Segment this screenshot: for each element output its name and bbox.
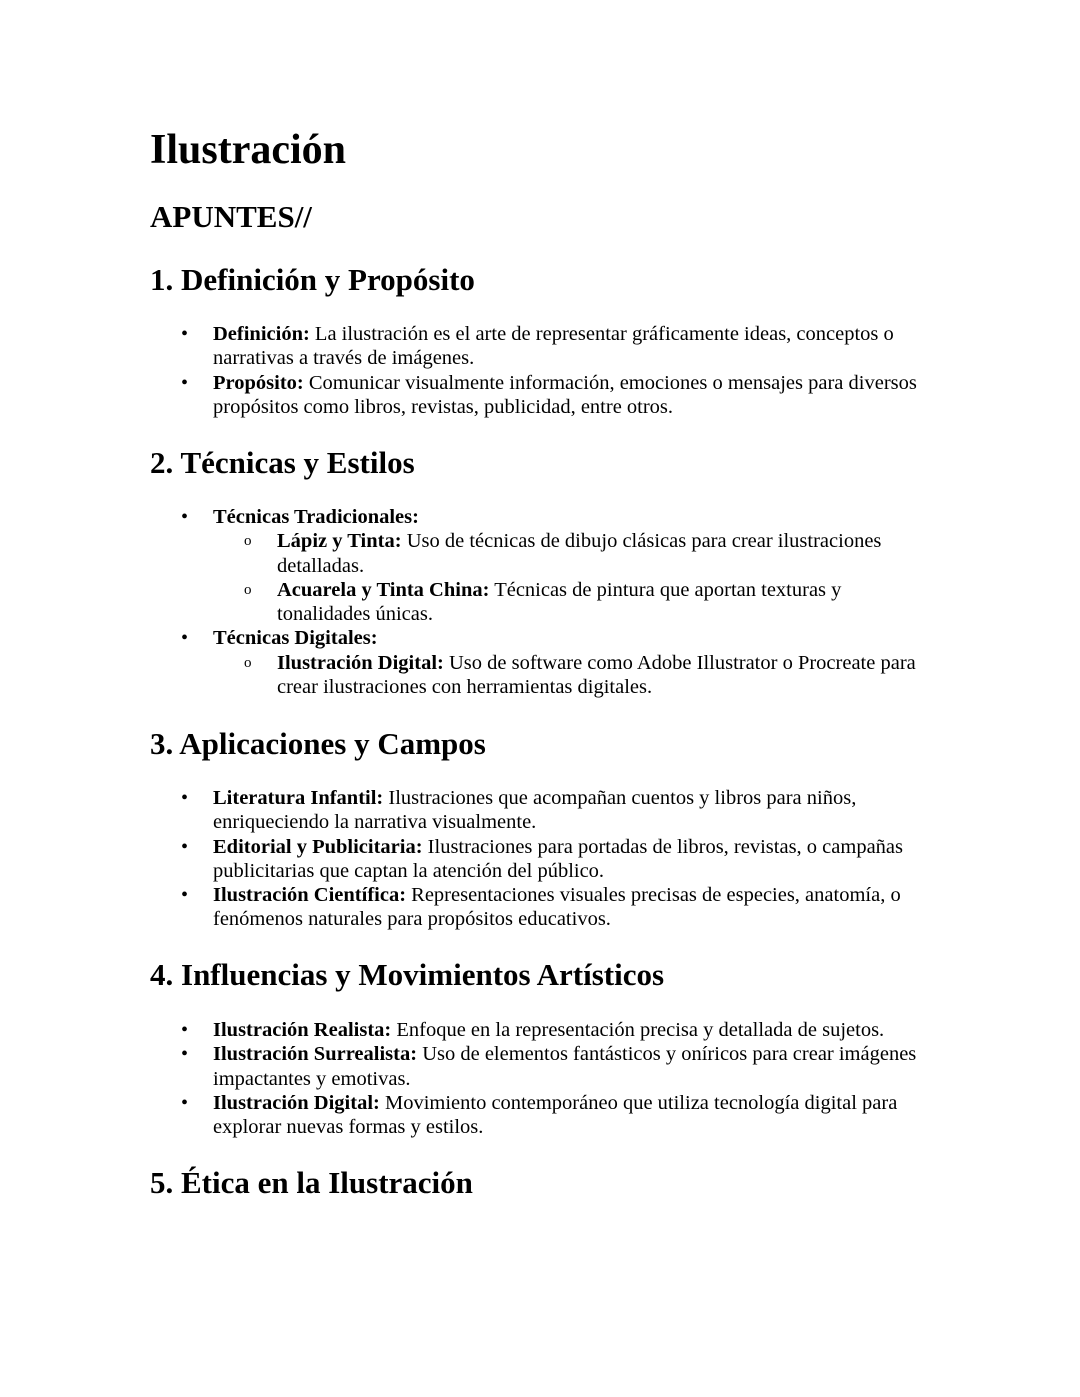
- sublist: [213, 529, 943, 626]
- list-item: [0, 786, 943, 835]
- item-text: Ilustraciones para portadas de libros, revistas, o campañas publicitarias que captan la atención del público.: [213, 835, 903, 882]
- subitem-text: Uso de técnicas de dibujo clásicas para crear ilustraciones detalladas.: [277, 530, 882, 577]
- item-label: Definición:: [213, 323, 310, 345]
- hollow-bullet-icon: o: [244, 581, 252, 598]
- list-item: [0, 1018, 943, 1042]
- list-item: [0, 835, 943, 884]
- sublist-item: [213, 651, 917, 700]
- section-list-tecnicas: [0, 505, 1080, 699]
- subitem-text: Técnicas de pintura que aportan texturas y tonalidades únicas.: [277, 578, 842, 626]
- item-text: Enfoque en la representación precisa y detallada de sujetos.: [391, 1019, 885, 1041]
- sublist: [213, 651, 943, 700]
- item-label: Propósito:: [213, 371, 304, 394]
- section-list-definicion: [0, 322, 1080, 419]
- item-text: Uso de elementos fantásticos y oníricos para crear imágenes impactantes y emotivas.: [213, 1043, 917, 1090]
- bullet-icon: •: [181, 787, 189, 809]
- subitem-label: Acuarela y Tinta China:: [277, 578, 490, 601]
- hollow-bullet-icon: o: [244, 533, 252, 550]
- bullet-icon: •: [181, 884, 189, 907]
- item-label: Editorial y Publicitaria:: [213, 835, 423, 858]
- bullet-icon: •: [181, 1091, 189, 1114]
- item-text: Representaciones visuales precisas de especies, anatomía, o fenómenos naturales para propósitos educativos.: [213, 884, 901, 931]
- bullet-icon: •: [181, 371, 189, 394]
- item-text: La ilustración es el arte de representar gráficamente ideas, conceptos o narrativas a través de imágenes.: [213, 323, 894, 370]
- list-item: [0, 505, 943, 626]
- item-label: Literatura Infantil:: [213, 787, 384, 809]
- section-heading-aplicaciones: 3. Aplicaciones y Campos: [150, 726, 486, 761]
- bullet-icon: •: [181, 835, 189, 858]
- list-item: [0, 1091, 943, 1140]
- sublist-item: [213, 578, 917, 627]
- subitem-label: Ilustración Digital:: [277, 651, 444, 674]
- item-label: Ilustración Realista:: [213, 1019, 392, 1041]
- document-title: Ilustración: [150, 127, 347, 173]
- bullet-icon: •: [181, 1019, 189, 1041]
- subitem-label: Lápiz y Tinta:: [277, 530, 402, 553]
- item-label: Técnicas Digitales:: [213, 627, 378, 650]
- section-list-aplicaciones: [0, 786, 1080, 932]
- list-item: [0, 626, 943, 699]
- list-item: [0, 1042, 943, 1091]
- bullet-icon: •: [181, 627, 189, 650]
- section-heading-tecnicas: 2. Técnicas y Estilos: [150, 445, 415, 480]
- section-heading-definicion: 1. Definición y Propósito: [150, 262, 475, 297]
- item-label: Técnicas Tradicionales:: [213, 506, 419, 528]
- item-text: Ilustraciones que acompañan cuentos y libros para niños, enriqueciendo la narrativa visualmente.: [213, 787, 857, 834]
- subitem-text: Uso de software como Adobe Illustrator o Procreate para crear ilustraciones con herramientas digitales.: [277, 651, 916, 699]
- sublist-item: [213, 529, 917, 578]
- list-item: [0, 883, 943, 932]
- section-heading-influencias: 4. Influencias y Movimientos Artísticos: [150, 957, 665, 992]
- item-label: Ilustración Científica:: [213, 884, 407, 907]
- bullet-icon: •: [181, 1043, 189, 1066]
- list-item: [0, 371, 943, 420]
- section-list-influencias: [0, 1018, 1080, 1139]
- item-text: Movimiento contemporáneo que utiliza tecnología digital para explorar nuevas formas y estilos.: [213, 1091, 898, 1139]
- document-subtitle: APUNTES//: [150, 199, 312, 234]
- section-heading-etica: 5. Ética en la Ilustración: [150, 1165, 473, 1200]
- bullet-icon: •: [181, 506, 189, 528]
- list-item: [0, 322, 943, 371]
- bullet-icon: •: [181, 323, 189, 345]
- hollow-bullet-icon: o: [244, 654, 252, 671]
- item-text: Comunicar visualmente información, emociones o mensajes para diversos propósitos como libros, revistas, publicidad, entre otros.: [213, 371, 917, 418]
- item-label: Ilustración Digital:: [213, 1091, 380, 1114]
- item-label: Ilustración Surrealista:: [213, 1043, 418, 1066]
